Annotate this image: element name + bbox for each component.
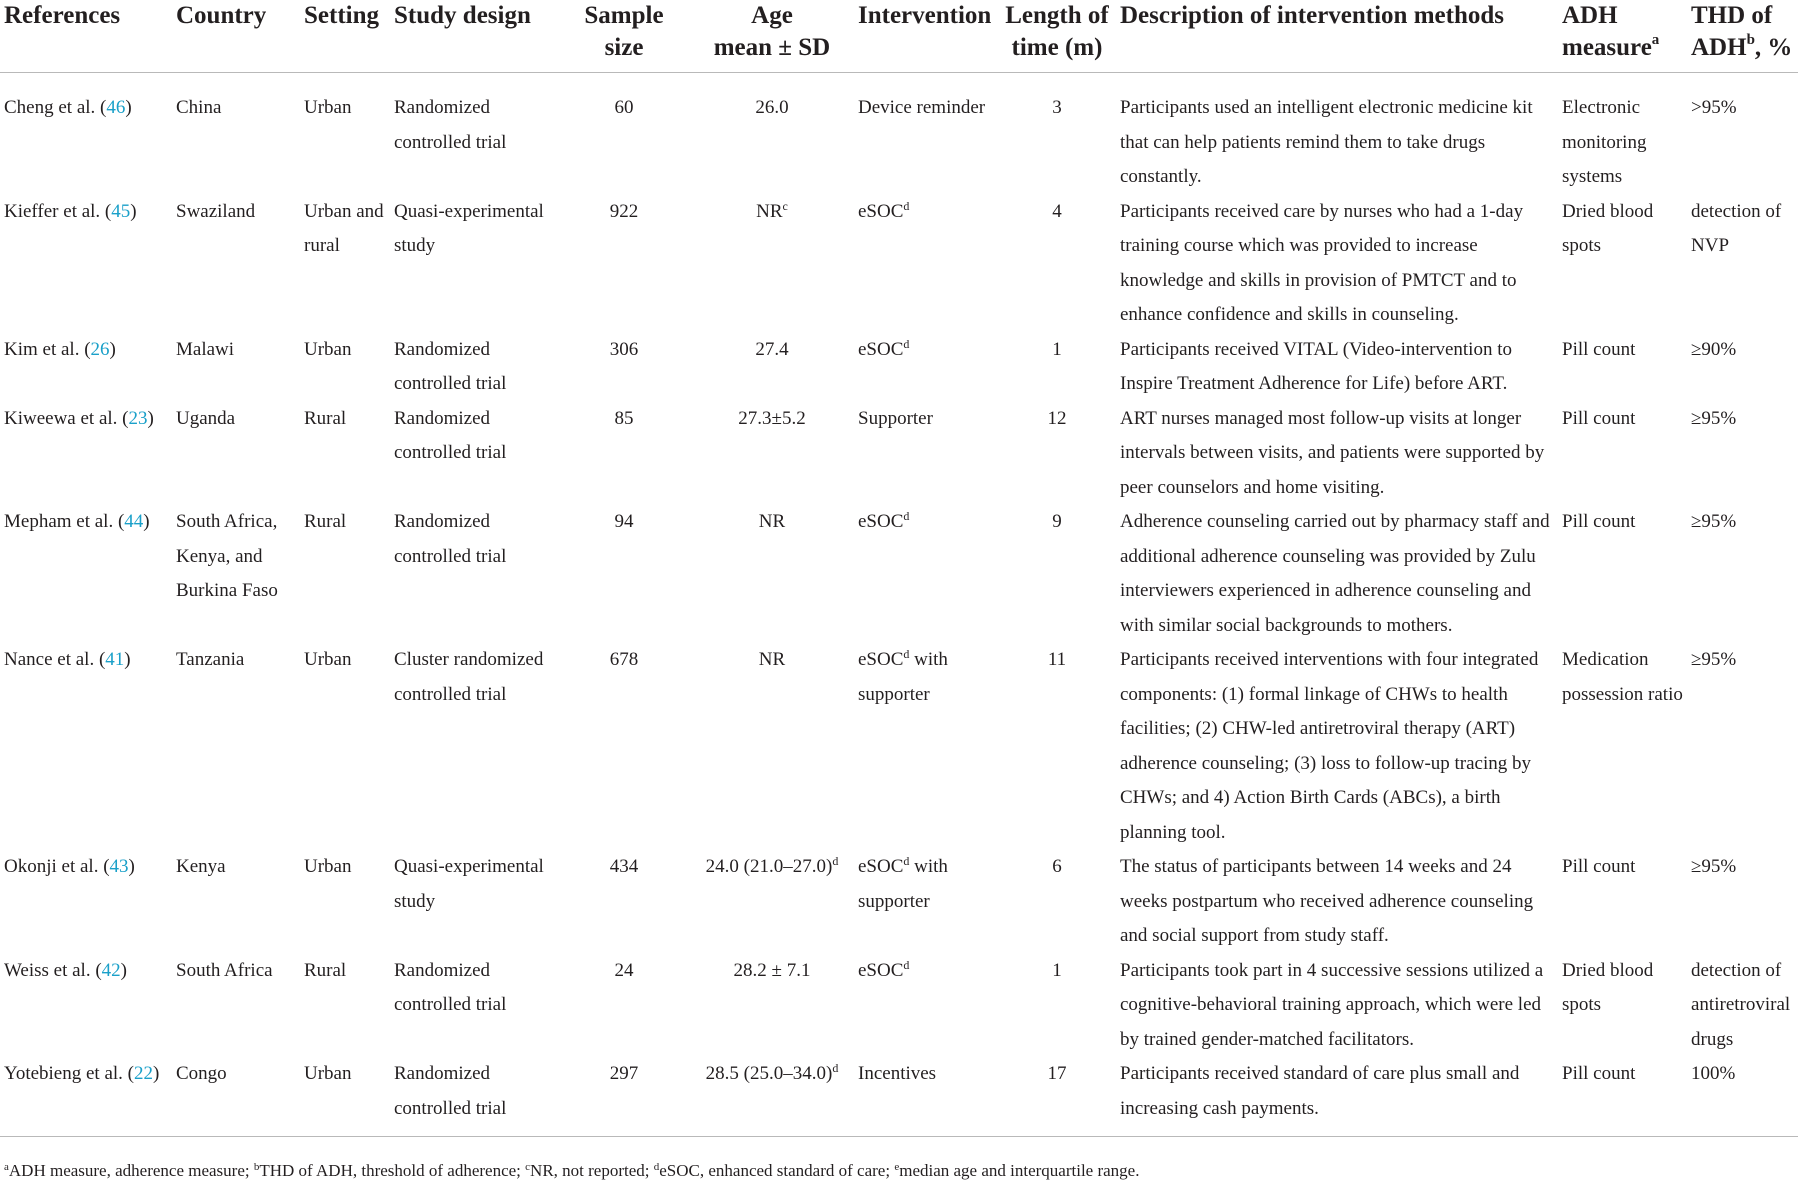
design-text: Randomized controlled trial — [394, 959, 507, 1015]
reference-link[interactable]: 44 — [124, 511, 144, 532]
intervention-footnote-mark: d — [903, 854, 910, 868]
cell-setting — [300, 195, 390, 333]
country-text: Congo — [176, 1063, 227, 1084]
description-text: Participants received standard of care plus small and increasing cash payments. — [1120, 1063, 1520, 1119]
setting-text: Rural — [304, 407, 347, 429]
cell-thd — [1687, 333, 1798, 402]
cell-setting — [300, 643, 390, 850]
cell-reference — [0, 954, 172, 1058]
intervention-text: eSOC — [858, 649, 904, 670]
cell-thd — [1687, 954, 1798, 1058]
cell-sample-size — [558, 73, 690, 195]
length-text: 1 — [1052, 959, 1062, 981]
sample-text: 60 — [614, 97, 634, 118]
setting-text: Urban and rural — [304, 200, 384, 256]
table-row — [0, 643, 1798, 850]
age-text: NR — [758, 649, 786, 670]
cell-intervention — [854, 73, 998, 195]
description-text: Participants received VITAL (Video-intervention to Inspire Treatment Adherence for Life) before ART. — [1120, 338, 1512, 394]
footnote-mark: c — [525, 1161, 531, 1173]
cell-thd — [1687, 1057, 1798, 1137]
intervention-text: eSOC — [858, 856, 904, 877]
reference-link[interactable]: 22 — [134, 1063, 153, 1084]
footnote-mark: b — [253, 1161, 260, 1173]
cell-description — [1116, 643, 1558, 850]
cell-length — [998, 73, 1116, 195]
age-footnote-mark: d — [832, 1061, 839, 1075]
cell-description — [1116, 505, 1558, 643]
country-text: Swaziland — [176, 200, 256, 222]
table-footnote — [4, 1160, 1139, 1182]
intervention-suffix: with supporter — [858, 649, 948, 705]
cell-setting — [300, 505, 390, 643]
reference-close: ) — [125, 97, 132, 118]
reference-close: ) — [130, 200, 137, 222]
cell-thd — [1687, 73, 1798, 195]
sample-text: 922 — [609, 200, 639, 222]
cell-description — [1116, 195, 1558, 333]
cell-study-design — [390, 73, 558, 195]
reference-close: ) — [153, 1063, 160, 1084]
reference-close: ) — [120, 959, 127, 981]
length-text: 9 — [1052, 511, 1062, 532]
intervention-footnote-mark: d — [903, 647, 910, 661]
cell-adh-measure — [1558, 954, 1687, 1058]
adh-text: Electronic monitoring systems — [1562, 97, 1647, 187]
length-text: 11 — [1047, 649, 1067, 670]
cell-description — [1116, 1057, 1558, 1137]
cell-intervention — [854, 402, 998, 506]
cell-country — [172, 402, 300, 506]
cell-intervention — [854, 954, 998, 1058]
cell-adh-measure — [1558, 850, 1687, 954]
table-row — [0, 505, 1798, 643]
table-row — [0, 1057, 1798, 1137]
reference-link[interactable]: 41 — [105, 649, 125, 670]
setting-text: Urban — [304, 97, 352, 118]
cell-thd — [1687, 505, 1798, 643]
table-row — [0, 73, 1798, 195]
intervention-text: Device reminder — [858, 97, 986, 118]
setting-text: Urban — [304, 1063, 352, 1084]
cell-sample-size — [558, 333, 690, 402]
adh-text: Dried blood spots — [1562, 959, 1654, 1015]
reference-author: Mepham et al. ( — [4, 511, 125, 532]
cell-country — [172, 333, 300, 402]
intervention-suffix: with supporter — [858, 856, 948, 912]
country-text: China — [176, 97, 222, 118]
cell-study-design — [390, 954, 558, 1058]
adh-text: Pill count — [1562, 856, 1636, 877]
header-adh-measure: ADH measure$^a$ — [1558, 0, 1687, 73]
cell-intervention — [854, 643, 998, 850]
cell-sample-size — [558, 850, 690, 954]
cell-sample-size — [558, 643, 690, 850]
header-age: Age mean ± SD — [690, 0, 854, 73]
thd-text: >95% — [1691, 97, 1737, 118]
description-text: Participants took part in 4 successive sessions utilized a cognitive-behavioral training approach, which were led by trained gender-matched facilitators. — [1120, 959, 1544, 1050]
footnote-text: ADH measure, adherence measure; — [8, 1161, 254, 1180]
description-text: Participants used an intelligent electronic medicine kit that can help patients remind them to take drugs constantly. — [1120, 97, 1533, 187]
cell-country — [172, 505, 300, 643]
intervention-text: Supporter — [858, 407, 933, 429]
cell-reference — [0, 402, 172, 506]
thd-text: ≥95% — [1691, 407, 1737, 429]
description-text: The status of participants between 14 weeks and 24 weeks postpartum who received adherence counseling and social support from study staff. — [1120, 856, 1534, 946]
sample-text: 297 — [609, 1063, 639, 1084]
age-text: 26.0 — [755, 97, 789, 118]
description-text: Adherence counseling carried out by pharmacy staff and additional adherence counseling was provided by Zulu interviewers experienced in adherence counseling and with similar social backgrounds to mothers. — [1120, 511, 1550, 636]
cell-age — [690, 643, 854, 850]
cell-sample-size — [558, 954, 690, 1058]
sample-text: 434 — [609, 856, 639, 877]
design-text: Randomized controlled trial — [394, 97, 507, 153]
cell-reference — [0, 333, 172, 402]
cell-length — [998, 402, 1116, 506]
cell-reference — [0, 1057, 172, 1137]
age-text: 27.4 — [755, 338, 789, 360]
age-footnote-mark: c — [782, 198, 788, 213]
thd-text: detection of antiretroviral drugs — [1691, 959, 1791, 1050]
header-thd: THD of ADH$^b$, % — [1687, 0, 1798, 73]
table-body — [0, 73, 1798, 1137]
reference-link[interactable]: 46 — [106, 97, 126, 118]
footnote-mark: a — [4, 1161, 9, 1173]
cell-intervention — [854, 850, 998, 954]
cell-age — [690, 850, 854, 954]
design-text: Randomized controlled trial — [394, 1063, 507, 1119]
reference-close: ) — [109, 338, 116, 360]
adh-text: Pill count — [1562, 338, 1636, 360]
header-length: Length of time (m) — [998, 0, 1116, 73]
header-study-design: Study design — [390, 0, 558, 73]
intervention-text: eSOC — [858, 959, 904, 981]
cell-study-design — [390, 333, 558, 402]
intervention-text: Incentives — [858, 1063, 937, 1084]
header-sample-size: Sample size — [558, 0, 690, 73]
setting-text: Urban — [304, 649, 352, 670]
cell-reference — [0, 505, 172, 643]
cell-setting — [300, 1057, 390, 1137]
cell-thd — [1687, 402, 1798, 506]
age-text: 24.0 (21.0–27.0) — [705, 856, 833, 877]
length-text: 4 — [1052, 200, 1062, 222]
header-setting: Setting — [300, 0, 390, 73]
length-text: 17 — [1047, 1063, 1067, 1084]
reference-author: Okonji et al. ( — [4, 856, 110, 877]
reference-author: Kieffer et al. ( — [4, 200, 112, 222]
reference-link[interactable]: 42 — [101, 959, 121, 981]
table-row — [0, 195, 1798, 333]
table-row — [0, 954, 1798, 1058]
header-intervention: Intervention — [854, 0, 998, 73]
reference-link[interactable]: 45 — [111, 200, 131, 222]
cell-length — [998, 850, 1116, 954]
cell-length — [998, 954, 1116, 1058]
intervention-text: eSOC — [858, 511, 904, 532]
reference-link[interactable]: 43 — [109, 856, 129, 877]
adh-text: Pill count — [1562, 407, 1636, 429]
thd-text: ≥95% — [1691, 511, 1737, 532]
reference-link[interactable]: 23 — [128, 407, 148, 429]
thd-text: 100% — [1691, 1063, 1736, 1084]
cell-reference — [0, 195, 172, 333]
cell-length — [998, 195, 1116, 333]
cell-description — [1116, 73, 1558, 195]
intervention-text: eSOC — [858, 338, 904, 360]
cell-sample-size — [558, 1057, 690, 1137]
setting-text: Urban — [304, 856, 352, 877]
cell-setting — [300, 333, 390, 402]
design-text: Randomized controlled trial — [394, 407, 507, 463]
thd-text: detection of NVP — [1691, 200, 1782, 256]
cell-description — [1116, 333, 1558, 402]
reference-author: Yotebieng et al. ( — [4, 1063, 134, 1084]
thd-text: ≥95% — [1691, 856, 1737, 877]
cell-length — [998, 505, 1116, 643]
cell-intervention — [854, 505, 998, 643]
age-text: NR — [756, 200, 783, 222]
description-text: Participants received care by nurses who had a 1-day training course which was provided to increase knowledge and skills in provision of PMTCT and to enhance confidence and skills in counseling. — [1120, 200, 1524, 325]
footnote-text: NR, not reported; — [530, 1161, 654, 1180]
cell-country — [172, 195, 300, 333]
cell-reference — [0, 643, 172, 850]
age-footnote-mark: d — [832, 854, 839, 868]
cell-thd — [1687, 643, 1798, 850]
sample-text: 678 — [609, 649, 639, 670]
country-text: Tanzania — [176, 649, 245, 670]
age-text: 28.2 ± 7.1 — [733, 959, 811, 981]
design-text: Quasi-experimental study — [394, 200, 544, 256]
cell-age — [690, 954, 854, 1058]
intervention-footnote-mark: d — [903, 509, 910, 523]
cell-length — [998, 1057, 1116, 1137]
setting-text: Rural — [304, 511, 347, 532]
intervention-text: eSOC — [858, 200, 904, 222]
intervention-footnote-mark: d — [903, 198, 910, 213]
adh-text: Medication possession ratio — [1562, 649, 1683, 705]
design-text: Cluster randomized controlled trial — [394, 649, 544, 705]
cell-adh-measure — [1558, 643, 1687, 850]
cell-study-design — [390, 643, 558, 850]
cell-adh-measure — [1558, 195, 1687, 333]
design-text: Randomized controlled trial — [394, 338, 507, 394]
country-text: South Africa — [176, 959, 273, 981]
sample-text: 85 — [614, 407, 634, 429]
cell-study-design — [390, 850, 558, 954]
reference-close: ) — [124, 649, 131, 670]
cell-length — [998, 333, 1116, 402]
cell-setting — [300, 73, 390, 195]
header-description: Description of intervention methods — [1116, 0, 1558, 73]
adh-text: Dried blood spots — [1562, 200, 1654, 256]
table-row — [0, 850, 1798, 954]
setting-text: Urban — [304, 338, 352, 360]
cell-age — [690, 1057, 854, 1137]
cell-age — [690, 333, 854, 402]
cell-study-design — [390, 195, 558, 333]
cell-study-design — [390, 402, 558, 506]
table-header — [0, 0, 1798, 73]
cell-adh-measure — [1558, 505, 1687, 643]
cell-age — [690, 195, 854, 333]
length-text: 12 — [1047, 407, 1067, 429]
country-text: Uganda — [176, 407, 236, 429]
cell-description — [1116, 850, 1558, 954]
footnote-text: THD of ADH, threshold of adherence; — [259, 1161, 526, 1180]
age-text: NR — [758, 511, 786, 532]
cell-adh-measure — [1558, 333, 1687, 402]
reference-author: Kiweewa et al. ( — [4, 407, 129, 429]
intervention-footnote-mark: d — [903, 336, 910, 351]
cell-adh-measure — [1558, 73, 1687, 195]
header-row — [0, 0, 1798, 73]
adh-text: Pill count — [1562, 511, 1636, 532]
cell-reference — [0, 850, 172, 954]
thd-text: ≥90% — [1691, 338, 1737, 360]
intervention-footnote-mark: d — [903, 957, 910, 972]
design-text: Quasi-experimental study — [394, 856, 544, 912]
reference-author: Kim et al. ( — [4, 338, 91, 360]
sample-text: 94 — [614, 511, 634, 532]
table-row — [0, 402, 1798, 506]
cell-adh-measure — [1558, 1057, 1687, 1137]
thd-text: ≥95% — [1691, 649, 1737, 670]
country-text: South Africa, Kenya, and Burkina Faso — [176, 511, 278, 601]
cell-intervention — [854, 195, 998, 333]
reference-link[interactable]: 26 — [90, 338, 110, 360]
cell-description — [1116, 402, 1558, 506]
country-text: Malawi — [176, 338, 235, 360]
cell-setting — [300, 402, 390, 506]
cell-country — [172, 73, 300, 195]
reference-author: Cheng et al. ( — [4, 97, 107, 118]
sample-text: 306 — [609, 338, 639, 360]
cell-setting — [300, 850, 390, 954]
description-text: Participants received interventions with four integrated components: (1) formal linkage of CHWs to health facilities; (2) CHW-led antiretroviral therapy (ART) adherence counseling; (3) loss to follow-up tracing by CHWs; and 4) Action Birth Cards (ABCs), a birth planning tool. — [1120, 649, 1539, 843]
header-country: Country — [172, 0, 300, 73]
age-text: 27.3±5.2 — [738, 407, 806, 429]
length-text: 1 — [1052, 338, 1062, 360]
sample-text: 24 — [614, 959, 634, 981]
cell-age — [690, 73, 854, 195]
cell-country — [172, 850, 300, 954]
cell-reference — [0, 73, 172, 195]
cell-length — [998, 643, 1116, 850]
cell-country — [172, 643, 300, 850]
length-text: 3 — [1052, 97, 1062, 118]
footnote-text: eSOC, enhanced standard of care; — [659, 1161, 895, 1180]
cell-age — [690, 505, 854, 643]
reference-close: ) — [128, 856, 135, 877]
footnote-mark: e — [894, 1161, 900, 1173]
cell-sample-size — [558, 195, 690, 333]
cell-age — [690, 402, 854, 506]
reference-author: Nance et al. ( — [4, 649, 106, 670]
cell-thd — [1687, 850, 1798, 954]
description-text: ART nurses managed most follow-up visits at longer intervals between visits, and patients were supported by peer counselors and home visiting. — [1120, 407, 1545, 498]
cell-intervention — [854, 333, 998, 402]
header-references: References — [0, 0, 172, 73]
cell-country — [172, 1057, 300, 1137]
reference-close: ) — [147, 407, 154, 429]
cell-study-design — [390, 1057, 558, 1137]
cell-adh-measure — [1558, 402, 1687, 506]
adh-text: Pill count — [1562, 1063, 1636, 1084]
length-text: 6 — [1052, 856, 1062, 877]
cell-thd — [1687, 195, 1798, 333]
footnote-mark: d — [653, 1161, 660, 1173]
cell-study-design — [390, 505, 558, 643]
cell-description — [1116, 954, 1558, 1058]
cell-sample-size — [558, 505, 690, 643]
footnote-text: median age and interquartile range. — [899, 1161, 1140, 1180]
age-text: 28.5 (25.0–34.0) — [705, 1063, 833, 1084]
design-text: Randomized controlled trial — [394, 511, 507, 567]
cell-intervention — [854, 1057, 998, 1137]
cell-setting — [300, 954, 390, 1058]
cell-sample-size — [558, 402, 690, 506]
cell-country — [172, 954, 300, 1058]
setting-text: Rural — [304, 959, 347, 981]
table-row — [0, 333, 1798, 402]
reference-close: ) — [143, 511, 150, 532]
reference-author: Weiss et al. ( — [4, 959, 102, 981]
country-text: Kenya — [176, 856, 226, 877]
